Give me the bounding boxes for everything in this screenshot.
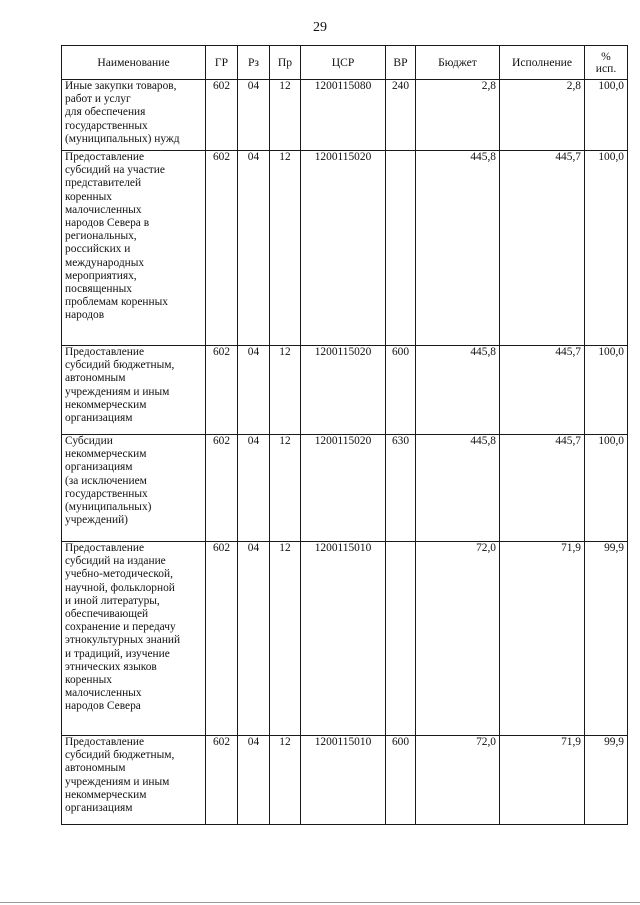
- table-body: [62, 80, 628, 825]
- page-number: 29: [313, 20, 327, 35]
- cell-execution: 445,7: [500, 346, 585, 435]
- cell-execution: 445,7: [500, 435, 585, 542]
- cell-csr: 1200115020: [301, 151, 386, 346]
- cell-budget: 445,8: [416, 435, 500, 542]
- table-row: [62, 435, 628, 542]
- cell-vr: 600: [386, 736, 416, 825]
- cell-budget: 2,8: [416, 80, 500, 151]
- cell-percent: 100,0: [585, 346, 628, 435]
- cell-gr: 602: [206, 435, 238, 542]
- column-header-pr: Пр: [270, 46, 301, 80]
- cell-execution: 71,9: [500, 736, 585, 825]
- cell-percent: 99,9: [585, 736, 628, 825]
- budget-execution-table: [61, 45, 628, 825]
- cell-pr: 12: [270, 736, 301, 825]
- cell-csr: 1200115010: [301, 736, 386, 825]
- cell-rz: 04: [238, 542, 270, 736]
- cell-csr: 1200115020: [301, 346, 386, 435]
- cell-name: Иные закупки товаров, работ и услуг для обеспечения государственных (муниципальных) нужд: [62, 80, 206, 151]
- cell-budget: 445,8: [416, 151, 500, 346]
- cell-pr: 12: [270, 542, 301, 736]
- column-header-vr: ВР: [386, 46, 416, 80]
- cell-rz: 04: [238, 346, 270, 435]
- cell-percent: 100,0: [585, 80, 628, 151]
- cell-pr: 12: [270, 80, 301, 151]
- cell-vr: [386, 542, 416, 736]
- cell-name: Предоставление субсидий на участие представителей коренных малочисленных народов Севера в региональных, российских и международных мероприятиях, посвященных проблемам коренных народов: [62, 151, 206, 346]
- cell-pr: 12: [270, 151, 301, 346]
- column-header-gr: ГР: [206, 46, 238, 80]
- cell-csr: 1200115020: [301, 435, 386, 542]
- table-row: [62, 346, 628, 435]
- cell-csr: 1200115080: [301, 80, 386, 151]
- header-row: [62, 46, 628, 80]
- cell-vr: 630: [386, 435, 416, 542]
- cell-budget: 445,8: [416, 346, 500, 435]
- cell-rz: 04: [238, 435, 270, 542]
- table-row: [62, 151, 628, 346]
- cell-gr: 602: [206, 542, 238, 736]
- cell-name: Предоставление субсидий бюджетным, автономным учреждениям и иным некоммерческим организациям: [62, 346, 206, 435]
- cell-rz: 04: [238, 80, 270, 151]
- cell-csr: 1200115010: [301, 542, 386, 736]
- table-row: [62, 736, 628, 825]
- column-header-budget: Бюджет: [416, 46, 500, 80]
- table-header: [62, 46, 628, 80]
- cell-vr: 240: [386, 80, 416, 151]
- cell-budget: 72,0: [416, 542, 500, 736]
- cell-rz: 04: [238, 736, 270, 825]
- column-header-csr: ЦСР: [301, 46, 386, 80]
- cell-execution: 71,9: [500, 542, 585, 736]
- table-row: [62, 80, 628, 151]
- cell-pr: 12: [270, 346, 301, 435]
- cell-name: Субсидии некоммерческим организациям (за исключением государственных (муниципальных) учреждений): [62, 435, 206, 542]
- cell-gr: 602: [206, 346, 238, 435]
- cell-vr: 600: [386, 346, 416, 435]
- cell-percent: 99,9: [585, 542, 628, 736]
- table-row: [62, 542, 628, 736]
- cell-gr: 602: [206, 151, 238, 346]
- column-header-rz: Рз: [238, 46, 270, 80]
- cell-pr: 12: [270, 435, 301, 542]
- cell-rz: 04: [238, 151, 270, 346]
- cell-name: Предоставление субсидий на издание учебно-методической, научной, фольклорной и иной литературы, обеспечивающей сохранение и передачу этнокультурных знаний и традиций, изучение этнических языков коренных малочисленных народов Севера: [62, 542, 206, 736]
- cell-vr: [386, 151, 416, 346]
- cell-execution: 2,8: [500, 80, 585, 151]
- cell-budget: 72,0: [416, 736, 500, 825]
- percent-label: исп.: [595, 61, 617, 75]
- cell-name: Предоставление субсидий бюджетным, автономным учреждениям и иным некоммерческим организациям: [62, 736, 206, 825]
- cell-execution: 445,7: [500, 151, 585, 346]
- column-header-execution: Исполнение: [500, 46, 585, 80]
- cell-gr: 602: [206, 736, 238, 825]
- cell-percent: 100,0: [585, 435, 628, 542]
- cell-gr: 602: [206, 80, 238, 151]
- page-bottom-rule: [0, 902, 640, 903]
- percent-sign: %: [601, 49, 611, 63]
- column-header-percent: [585, 46, 628, 80]
- column-header-name: Наименование: [62, 46, 206, 80]
- cell-percent: 100,0: [585, 151, 628, 346]
